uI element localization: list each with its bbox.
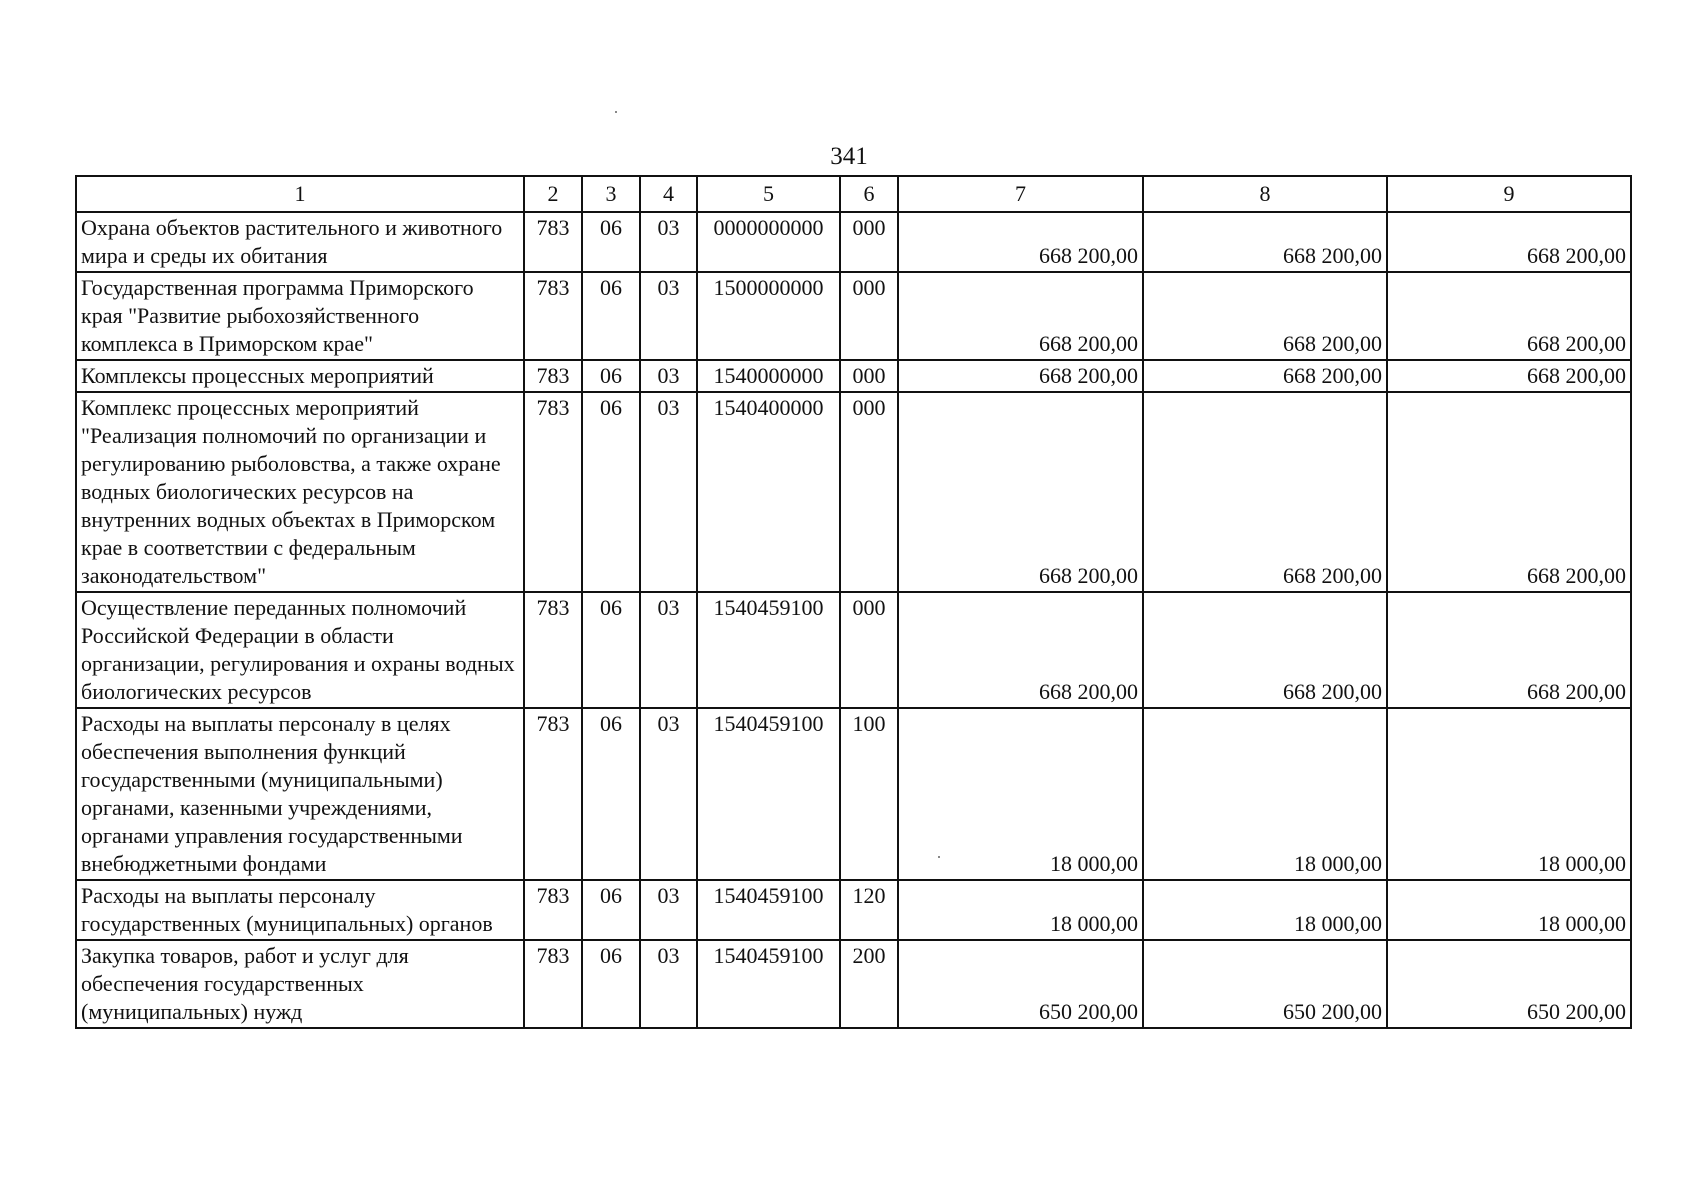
expense-type-code: 000 <box>840 360 898 392</box>
amount-col9: 18 000,00 <box>1387 880 1631 940</box>
section-code: 06 <box>582 940 640 1028</box>
ministry-code: 783 <box>524 360 582 392</box>
amount-col8: 18 000,00 <box>1143 708 1387 880</box>
amount-col7: 668 200,00 <box>898 212 1143 272</box>
expense-type-code: 120 <box>840 880 898 940</box>
row-name: Осуществление переданных полномочий Российской Федерации в области организации, регулирования и охраны водных биологических ресурсов <box>76 592 524 708</box>
column-header: 9 <box>1387 176 1631 212</box>
scan-speck <box>615 111 617 113</box>
subsection-code: 03 <box>640 708 697 880</box>
page-number: 341 <box>830 143 868 170</box>
column-header: 3 <box>582 176 640 212</box>
subsection-code: 03 <box>640 272 697 360</box>
amount-col9: 18 000,00 <box>1387 708 1631 880</box>
target-article-code: 1540000000 <box>697 360 840 392</box>
amount-col9: 650 200,00 <box>1387 940 1631 1028</box>
table-row <box>76 212 1631 272</box>
subsection-code: 03 <box>640 212 697 272</box>
row-name: Расходы на выплаты персоналу государственных (муниципальных) органов <box>76 880 524 940</box>
table-row <box>76 940 1631 1028</box>
ministry-code: 783 <box>524 940 582 1028</box>
amount-col7: 668 200,00 <box>898 360 1143 392</box>
target-article-code: 1540459100 <box>697 708 840 880</box>
amount-col9: 668 200,00 <box>1387 272 1631 360</box>
ministry-code: 783 <box>524 708 582 880</box>
amount-col7: 668 200,00 <box>898 592 1143 708</box>
section-code: 06 <box>582 360 640 392</box>
row-name: Охрана объектов растительного и животного мира и среды их обитания <box>76 212 524 272</box>
ministry-code: 783 <box>524 880 582 940</box>
row-name: Закупка товаров, работ и услуг для обеспечения государственных (муниципальных) нужд <box>76 940 524 1028</box>
table-row <box>76 272 1631 360</box>
expense-type-code: 000 <box>840 272 898 360</box>
budget-table <box>75 175 1632 1029</box>
expense-type-code: 100 <box>840 708 898 880</box>
table-row <box>76 392 1631 592</box>
column-header: 8 <box>1143 176 1387 212</box>
target-article-code: 1540459100 <box>697 592 840 708</box>
column-header: 5 <box>697 176 840 212</box>
subsection-code: 03 <box>640 880 697 940</box>
amount-col9: 668 200,00 <box>1387 592 1631 708</box>
ministry-code: 783 <box>524 272 582 360</box>
amount-col8: 668 200,00 <box>1143 592 1387 708</box>
amount-col9: 668 200,00 <box>1387 360 1631 392</box>
column-header: 1 <box>76 176 524 212</box>
subsection-code: 03 <box>640 360 697 392</box>
amount-col9: 668 200,00 <box>1387 392 1631 592</box>
target-article-code: 1500000000 <box>697 272 840 360</box>
expense-type-code: 000 <box>840 392 898 592</box>
amount-col7: 18 000,00 <box>898 708 1143 880</box>
target-article-code: 1540459100 <box>697 940 840 1028</box>
expense-type-code: 000 <box>840 212 898 272</box>
target-article-code: 1540459100 <box>697 880 840 940</box>
table-row <box>76 592 1631 708</box>
row-name: Комплекс процессных мероприятий "Реализация полномочий по организации и регулированию рыболовства, а также охране водных биологических ресурсов на внутренних водных объектах в Приморском крае в соответствии с федеральным законодательством" <box>76 392 524 592</box>
amount-col9: 668 200,00 <box>1387 212 1631 272</box>
column-header: 7 <box>898 176 1143 212</box>
expense-type-code: 000 <box>840 592 898 708</box>
expense-type-code: 200 <box>840 940 898 1028</box>
amount-col8: 668 200,00 <box>1143 212 1387 272</box>
section-code: 06 <box>582 880 640 940</box>
amount-col7: 668 200,00 <box>898 272 1143 360</box>
amount-col8: 650 200,00 <box>1143 940 1387 1028</box>
subsection-code: 03 <box>640 392 697 592</box>
amount-col8: 18 000,00 <box>1143 880 1387 940</box>
table-row <box>76 708 1631 880</box>
amount-col7: 668 200,00 <box>898 392 1143 592</box>
table-header-row <box>76 176 1631 212</box>
target-article-code: 0000000000 <box>697 212 840 272</box>
column-header: 2 <box>524 176 582 212</box>
section-code: 06 <box>582 708 640 880</box>
amount-col8: 668 200,00 <box>1143 272 1387 360</box>
row-name: Государственная программа Приморского края "Развитие рыбохозяйственного комплекса в Приморском крае" <box>76 272 524 360</box>
section-code: 06 <box>582 212 640 272</box>
subsection-code: 03 <box>640 940 697 1028</box>
amount-col7: 18 000,00 <box>898 880 1143 940</box>
section-code: 06 <box>582 272 640 360</box>
ministry-code: 783 <box>524 212 582 272</box>
table-row <box>76 880 1631 940</box>
target-article-code: 1540400000 <box>697 392 840 592</box>
column-header: 4 <box>640 176 697 212</box>
column-header: 6 <box>840 176 898 212</box>
table-row <box>76 360 1631 392</box>
row-name: Расходы на выплаты персоналу в целях обеспечения выполнения функций государственными (муниципальными) органами, казенными учреждениями, органами управления государственными внебюджетными фондами <box>76 708 524 880</box>
amount-col7: 650 200,00 <box>898 940 1143 1028</box>
ministry-code: 783 <box>524 592 582 708</box>
section-code: 06 <box>582 392 640 592</box>
amount-col8: 668 200,00 <box>1143 360 1387 392</box>
ministry-code: 783 <box>524 392 582 592</box>
amount-col8: 668 200,00 <box>1143 392 1387 592</box>
subsection-code: 03 <box>640 592 697 708</box>
section-code: 06 <box>582 592 640 708</box>
row-name: Комплексы процессных мероприятий <box>76 360 524 392</box>
